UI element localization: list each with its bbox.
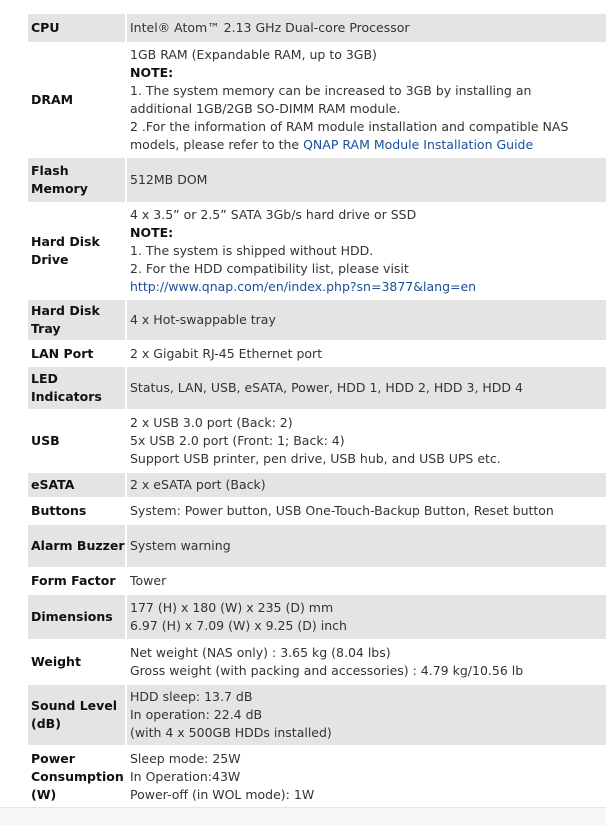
spec-label: Hard Disk Drive xyxy=(28,203,126,299)
spec-row-weight xyxy=(28,640,606,684)
spec-label: Alarm Buzzer xyxy=(28,524,126,568)
spec-row-form-factor xyxy=(28,568,606,594)
value-line: 4 x Hot-swappable tray xyxy=(130,312,276,327)
value-line: Status, LAN, USB, eSATA, Power, HDD 1, HDD 2, HDD 3, HDD 4 xyxy=(130,380,523,395)
value-line: additional 1GB/2GB SO-DIMM RAM module. xyxy=(130,101,401,116)
spec-row-cpu xyxy=(28,14,606,43)
spec-value xyxy=(126,524,606,568)
value-line: Gross weight (with packing and accessories) : 4.79 kg/10.56 lb xyxy=(130,663,524,678)
note-heading: NOTE: xyxy=(130,225,174,240)
ram-guide-link[interactable]: QNAP RAM Module Installation Guide xyxy=(303,137,534,152)
spec-value xyxy=(126,472,606,498)
spec-value xyxy=(126,594,606,640)
value-line: 4 x 3.5” or 2.5” SATA 3Gb/s hard drive or SSD xyxy=(130,207,417,222)
value-line: 2 x Gigabit RJ-45 Ethernet port xyxy=(130,345,323,361)
spec-value xyxy=(126,684,606,746)
value-line: In operation: 22.4 dB xyxy=(130,707,263,722)
value-line xyxy=(130,136,606,154)
spec-label: CPU xyxy=(28,14,126,43)
spec-row-usb xyxy=(28,410,606,472)
value-line: (with 4 x 500GB HDDs installed) xyxy=(130,725,332,740)
spec-table xyxy=(28,14,606,809)
spec-value xyxy=(126,157,606,203)
spec-value xyxy=(126,498,606,524)
value-line: System: Power button, USB One-Touch-Backup Button, Reset button xyxy=(130,503,554,518)
spec-row-buttons xyxy=(28,498,606,524)
spec-label: Sound Level (dB) xyxy=(28,684,126,746)
spec-value xyxy=(126,410,606,472)
value-line: 2 .For the information of RAM module installation and compatible NAS xyxy=(130,119,569,134)
value-line: 5x USB 2.0 port (Front: 1; Back: 4) xyxy=(130,433,345,448)
value-line: 6.97 (H) x 7.09 (W) x 9.25 (D) inch xyxy=(130,618,347,633)
value-line: 512MB DOM xyxy=(130,172,208,187)
value-line: HDD sleep: 13.7 dB xyxy=(130,689,253,704)
spec-value xyxy=(126,203,606,299)
spec-label: LED Indicators xyxy=(28,366,126,410)
spec-value xyxy=(126,366,606,410)
spec-row-hard-disk-tray xyxy=(28,299,606,341)
value-line: Sleep mode: 25W xyxy=(130,751,241,766)
value-line: 177 (H) x 180 (W) x 235 (D) mm xyxy=(130,600,334,615)
note-heading: NOTE: xyxy=(130,65,174,80)
value-line: 1. The system memory can be increased to 3GB by installing an xyxy=(130,83,532,98)
spec-row-led-indicators xyxy=(28,366,606,410)
value-line: Intel® Atom™ 2.13 GHz Dual-core Processor xyxy=(130,20,410,35)
spec-label: Flash Memory xyxy=(28,157,126,203)
value-line: 1GB RAM (Expandable RAM, up to 3GB) xyxy=(130,47,377,62)
spec-label: USB xyxy=(28,410,126,472)
value-line: Power-off (in WOL mode): 1W xyxy=(130,787,315,802)
spec-label: eSATA xyxy=(28,472,126,498)
value-line: In Operation:43W xyxy=(130,769,241,784)
spec-value xyxy=(126,43,606,157)
spec-label: Form Factor xyxy=(28,568,126,594)
spec-value xyxy=(126,568,606,594)
spec-value xyxy=(126,746,606,808)
page-bottom-edge xyxy=(0,807,606,825)
spec-label: DRAM xyxy=(28,43,126,157)
value-line: System warning xyxy=(130,538,231,553)
hdd-compatibility-link[interactable]: http://www.qnap.com/en/index.php?sn=3877&lang=en xyxy=(130,279,477,294)
spec-row-flash-memory xyxy=(28,157,606,203)
spec-row-sound-level xyxy=(28,684,606,746)
spec-row-hard-disk-drive xyxy=(28,203,606,299)
spec-row-power-consumption xyxy=(28,746,606,808)
value-line: 1. The system is shipped without HDD. xyxy=(130,243,374,258)
spec-row-alarm-buzzer xyxy=(28,524,606,568)
value-line: Support USB printer, pen drive, USB hub, and USB UPS etc. xyxy=(130,451,501,466)
spec-row-esata xyxy=(28,472,606,498)
spec-value xyxy=(126,640,606,684)
spec-label: Weight xyxy=(28,640,126,684)
spec-row-dram xyxy=(28,43,606,157)
value-line: Tower xyxy=(130,573,167,588)
spec-value xyxy=(126,14,606,43)
spec-row-dimensions xyxy=(28,594,606,640)
spec-label: LAN Port xyxy=(28,341,126,366)
spec-value xyxy=(126,299,606,341)
value-line: 2 x eSATA port (Back) xyxy=(130,477,266,492)
spec-row-lan-port xyxy=(28,341,606,366)
spec-label: Buttons xyxy=(28,498,126,524)
spec-label: Power Consumption (W) xyxy=(28,746,126,808)
spec-label: Hard Disk Tray xyxy=(28,299,126,341)
value-line xyxy=(130,278,606,296)
value-line: Net weight (NAS only) : 3.65 kg (8.04 lbs) xyxy=(130,645,391,660)
spec-value xyxy=(126,341,606,366)
value-text: models, please refer to the xyxy=(130,137,304,152)
value-line: 2 x USB 3.0 port (Back: 2) xyxy=(130,415,293,430)
spec-label: Dimensions xyxy=(28,594,126,640)
value-line: 2. For the HDD compatibility list, please visit xyxy=(130,261,409,276)
